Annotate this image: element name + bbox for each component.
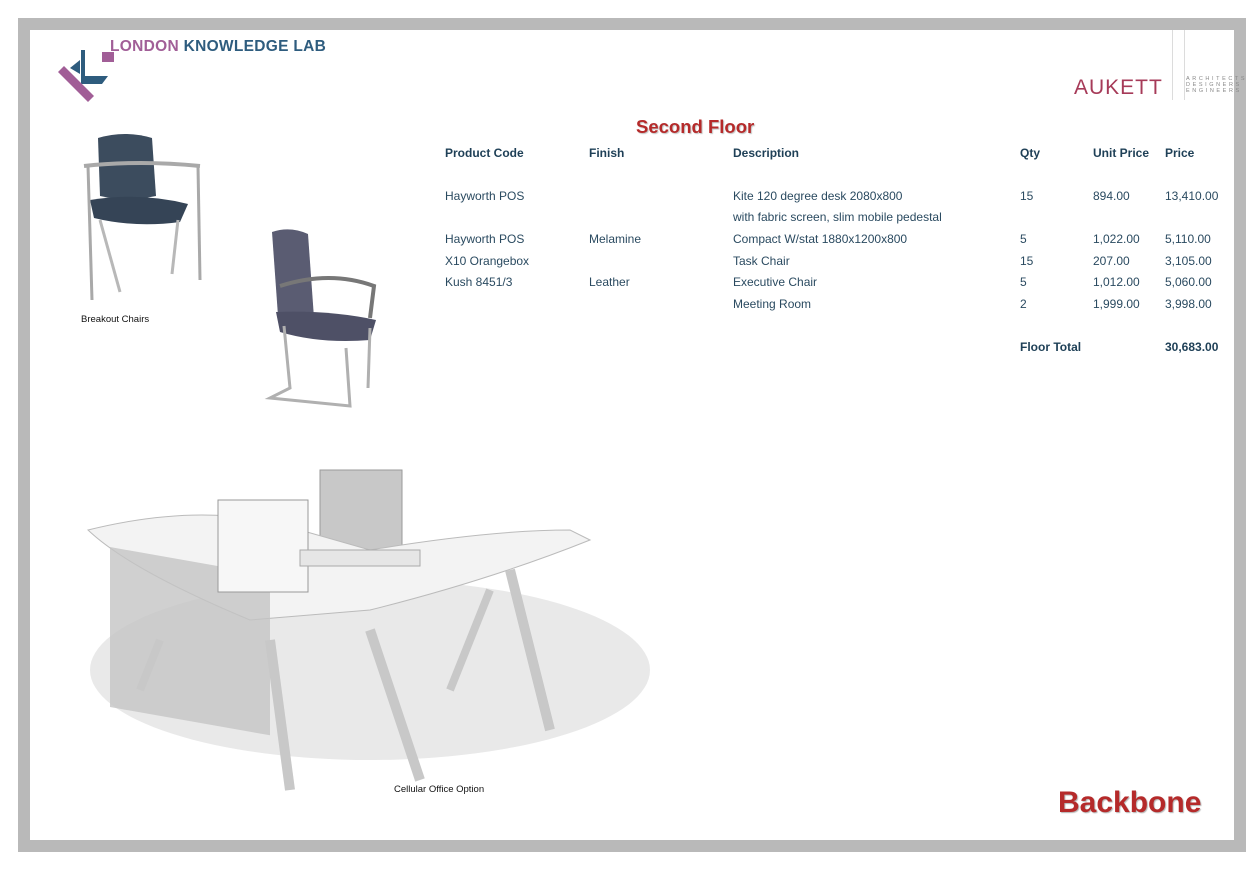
table-cell: 15 <box>1020 189 1034 203</box>
office-caption: Cellular Office Option <box>394 784 485 795</box>
table-cell: 2 <box>1020 297 1027 311</box>
desk-workstation-image <box>70 460 660 810</box>
backbone-brand: Backbone <box>1058 786 1202 819</box>
table-cell: Kite 120 degree desk 2080x800 <box>733 189 903 203</box>
table-cell: 1,012.00 <box>1093 275 1140 289</box>
page-frame <box>18 18 1246 852</box>
table-cell: 5,110.00 <box>1165 232 1211 246</box>
header-finish: Finish <box>589 146 625 160</box>
table-cell: 5 <box>1020 275 1027 289</box>
cantilever-chair-image <box>250 228 390 413</box>
table-cell: 1,022.00 <box>1093 232 1140 246</box>
table-cell: Task Chair <box>733 254 790 268</box>
header-unit-price: Unit Price <box>1093 146 1150 160</box>
table-cell: 3,105.00 <box>1165 254 1212 268</box>
table-cell: 15 <box>1020 254 1034 268</box>
header-product-code: Product Code <box>445 146 524 160</box>
aukett-subtitle: ARCHITECTS DESIGNERS ENGINEERS <box>1186 76 1248 95</box>
brand-divider <box>1184 30 1185 100</box>
header-description: Description <box>733 146 800 160</box>
table-cell: 5,060.00 <box>1165 275 1212 289</box>
table-cell: 5 <box>1020 232 1027 246</box>
table-cell: 1,999.00 <box>1093 297 1140 311</box>
floor-total-value: 30,683.00 <box>1165 340 1219 354</box>
table-cell: Compact W/stat 1880x1200x800 <box>733 232 908 246</box>
chair-image <box>80 130 210 300</box>
aukett-brand: AUKETT <box>1074 76 1163 99</box>
page-title: Second Floor <box>636 116 755 137</box>
table-cell: with fabric screen, slim mobile pedestal <box>733 210 942 224</box>
logo-word-london: LONDON <box>110 38 179 55</box>
table-cell: Kush 8451/3 <box>445 275 513 289</box>
logo-word-knowledge-lab: KNOWLEDGE LAB <box>183 38 327 55</box>
table-cell: Meeting Room <box>733 297 812 311</box>
header-price: Price <box>1165 146 1195 160</box>
breakout-caption: Breakout Chairs <box>81 314 150 325</box>
table-cell: 3,998.00 <box>1165 297 1212 311</box>
table-cell: 894.00 <box>1093 189 1130 203</box>
table-cell: 207.00 <box>1093 254 1130 268</box>
logo-wordmark <box>110 38 326 56</box>
table-cell: 13,410.00 <box>1165 189 1219 203</box>
table-cell: Hayworth POS <box>445 189 525 203</box>
table-cell: X10 Orangebox <box>445 254 530 268</box>
brand-divider <box>1172 30 1173 100</box>
table-cell: Hayworth POS <box>445 232 525 246</box>
floor-total-label: Floor Total <box>1020 340 1082 354</box>
table-cell: Melamine <box>589 232 642 246</box>
header-qty: Qty <box>1020 146 1041 160</box>
table-cell: Leather <box>589 275 630 289</box>
table-cell: Executive Chair <box>733 275 818 289</box>
